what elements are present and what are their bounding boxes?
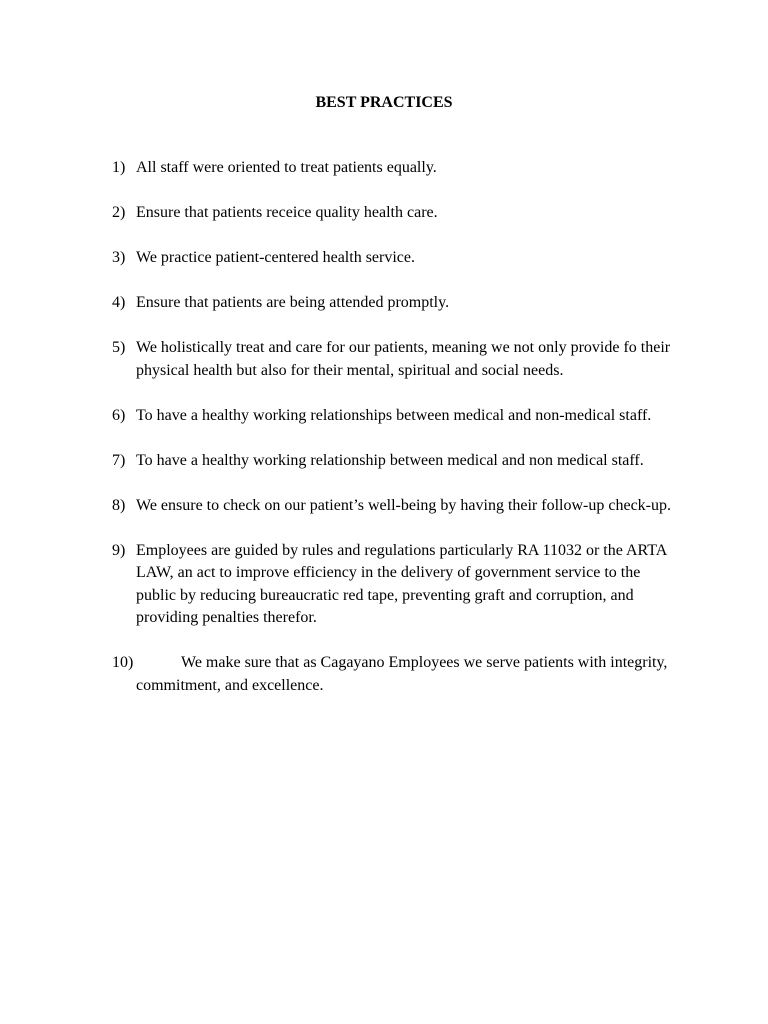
best-practices-list xyxy=(112,157,672,697)
item-number: 3) xyxy=(112,249,126,266)
item-text: Ensure that patients are being attended promptly. xyxy=(136,294,450,311)
item-number: 4) xyxy=(112,294,126,311)
list-item xyxy=(112,495,672,518)
item-number: 7) xyxy=(112,451,126,469)
item-text: To have a healthy working relationships between medical and non-medical staff. xyxy=(136,406,652,424)
item-text: We practice patient-centered health service. xyxy=(136,249,415,266)
item-text: Employees are guided by rules and regulations particularly RA 11032 or the ARTA LAW, an act to improve efficiency in the delivery of government service to the public by reducing bureaucratic red tape, preventing graft and corruption, and providing penalties therefor. xyxy=(136,541,667,626)
list-item xyxy=(112,337,672,382)
list-item xyxy=(112,247,672,270)
item-text: To have a healthy working relationship between medical and non medical staff. xyxy=(136,451,644,469)
item-number: 5) xyxy=(112,339,126,356)
item-number: 6) xyxy=(112,406,126,424)
item-number: 8) xyxy=(112,496,126,514)
list-item xyxy=(112,450,672,473)
item-text: Ensure that patients receice quality health care. xyxy=(136,204,438,221)
list-item xyxy=(112,292,672,315)
list-item xyxy=(112,405,672,428)
list-item xyxy=(112,202,672,225)
item-number: 1) xyxy=(112,159,126,176)
list-item xyxy=(112,157,672,180)
item-text: We make sure that as Cagayano Employees we serve patients with integrity, commitment, and excellence. xyxy=(136,654,668,694)
item-text: All staff were oriented to treat patients equally. xyxy=(136,159,437,176)
item-number: 9) xyxy=(112,541,126,559)
item-number: 2) xyxy=(112,204,126,221)
list-item xyxy=(112,540,672,630)
list-item xyxy=(112,652,672,697)
page-title: BEST PRACTICES xyxy=(315,94,453,111)
item-text: We holistically treat and care for our patients, meaning we not only provide fo their physical health but also for their mental, spiritual and social needs. xyxy=(136,339,671,379)
item-text: We ensure to check on our patient’s well-being by having their follow-up check-up. xyxy=(136,496,671,514)
item-number: 10) xyxy=(112,654,134,671)
